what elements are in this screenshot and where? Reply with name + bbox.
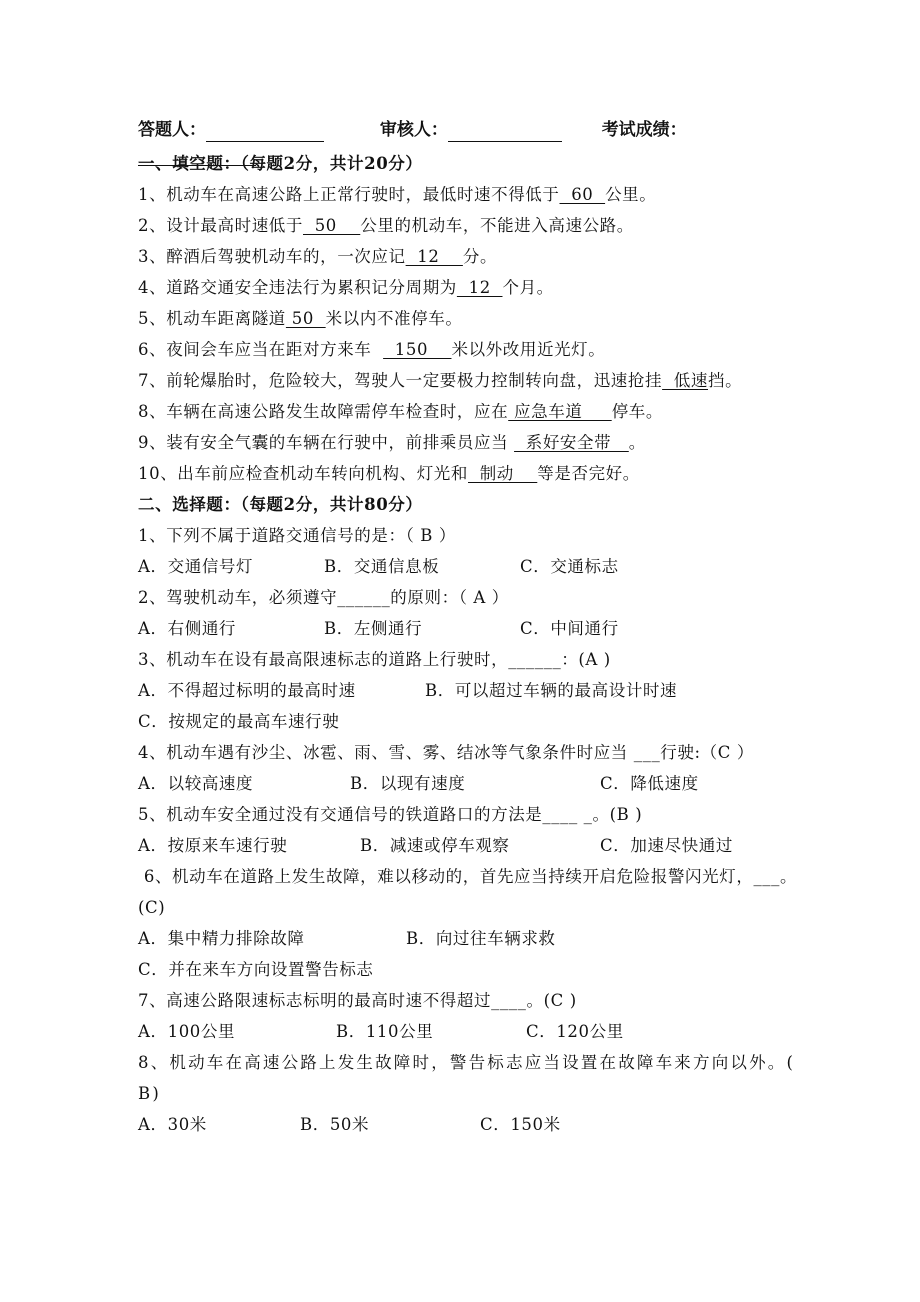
choice-options-3 [138,675,798,706]
option-c: C．150米 [480,1115,561,1134]
choice-options-4 [138,768,798,799]
fill-question-1: 1、机动车在高速公路上正常行驶时，最低时速不得低于 60 公里。 [138,185,657,204]
fill-section-title: 一、填空题：（每题2分，共计20分） [138,154,423,173]
answer-blank: 60 [559,185,606,204]
choice-section-title: 二、选择题：（每题2分，共计80分） [138,495,423,514]
option-c: C．120公里 [526,1022,624,1041]
choice-question-1: 1、下列不属于道路交通信号的是：（ B ） [138,526,456,545]
score-label: 考试成绩： [601,120,687,140]
option-a: A．集中精力排除故障 [138,929,305,948]
choice-options-2 [138,613,798,644]
answer-blank: 应急车道 [508,402,612,421]
option-b: B．110公里 [336,1022,434,1041]
choice-question-2: 2、驾驶机动车，必须遵守______的原则：（ A ） [138,588,509,607]
option-c: C．中间通行 [520,619,619,638]
choice-options-7 [138,1016,798,1047]
choice-question-3: 3、机动车在设有最高限速标志的道路上行驶时，______：(A ) [138,650,611,669]
choice-question-8: 8、机动车在高速公路上发生故障时，警告标志应当设置在故障车来方向以外。( B) [138,1053,796,1103]
fill-question-10: 10、出车前应检查机动车转向机构、灯光和 制动 等是否完好。 [138,464,640,483]
answer-blank: 系好安全带 [514,433,629,452]
option-a: A．以较高速度 [138,774,254,793]
reviewer-blank[interactable] [448,123,562,142]
option-b: B．可以超过车辆的最高设计时速 [425,681,678,700]
option-a: A．不得超过标明的最高时速 [138,681,356,700]
option-b: B．减速或停车观察 [360,836,510,855]
answer-blank: 150 [383,340,452,359]
option-c: C．并在来车方向设置警告标志 [138,960,374,979]
answer-blank: 制动 [468,464,538,483]
choice-question-7: 7、高速公路限速标志标明的最高时速不得超过____。(C ) [138,991,577,1010]
option-c: C．按规定的最高车速行驶 [138,712,340,731]
option-b: B．向过往车辆求救 [406,929,556,948]
option-a: A．按原来车速行驶 [138,836,288,855]
option-b: B．50米 [300,1115,370,1134]
choice-options-3c [138,706,798,737]
option-c: C．降低速度 [600,774,699,793]
answerer-label: 答题人： [138,120,206,140]
option-b: B．左侧通行 [324,619,423,638]
fill-question-9: 9、装有安全气囊的车辆在行驶中，前排乘员应当 系好安全带 。 [138,433,646,452]
answer-blank: 低速 [662,371,708,390]
choice-question-6: 6、机动车在道路上发生故障，难以移动的，首先应当持续开启危险报警闪光灯，___。(C) [138,867,798,917]
option-a: A．右侧通行 [138,619,237,638]
fill-question-7: 7、前轮爆胎时，危险较大，驾驶人一定要极力控制转向盘，迅速抢挂 低速挡。 [138,371,743,390]
option-c: C．交通标志 [520,557,619,576]
choice-question-5: 5、机动车安全通过没有交通信号的铁道路口的方法是____ _。(B ) [138,805,643,824]
fill-question-5: 5、机动车距离隧道 50 米以内不准停车。 [138,309,463,328]
fill-question-6: 6、夜间会车应当在距对方来车 150 米以外改用近光灯。 [138,340,606,359]
fill-question-3: 3、醉酒后驾驶机动车的，一次应记 12 分。 [138,247,498,266]
fill-question-8: 8、车辆在高速公路发生故障需停车检查时，应在 应急车道 停车。 [138,402,663,421]
answerer-blank[interactable] [206,123,324,142]
fill-question-4: 4、道路交通安全违法行为累积记分周期为 12 个月。 [138,278,554,297]
option-a: A．30米 [138,1115,207,1134]
choice-options-1 [138,551,798,582]
option-c: C．加速尽快通过 [600,836,733,855]
choice-options-6c [138,954,798,985]
choice-options-6 [138,923,798,954]
option-a: A．交通信号灯 [138,557,254,576]
answer-blank: 12 [456,278,503,297]
option-a: A．100公里 [138,1022,236,1041]
answer-blank: 50 [285,309,326,328]
reviewer-label: 审核人： [379,120,448,140]
option-b: B．以现有速度 [350,774,466,793]
choice-question-4: 4、机动车遇有沙尘、冰雹、雨、雪、雾、结冰等气象条件时应当 ___行驶:（C ） [138,743,754,762]
choice-options-5 [138,830,798,861]
exam-content [138,148,798,1140]
answer-blank: 12 [405,247,463,266]
choice-options-8 [138,1109,798,1140]
answer-blank: 50 [303,216,361,235]
option-b: B．交通信息板 [324,557,440,576]
fill-question-2: 2、设计最高时速低于 50 公里的机动车，不能进入高速公路。 [138,216,634,235]
